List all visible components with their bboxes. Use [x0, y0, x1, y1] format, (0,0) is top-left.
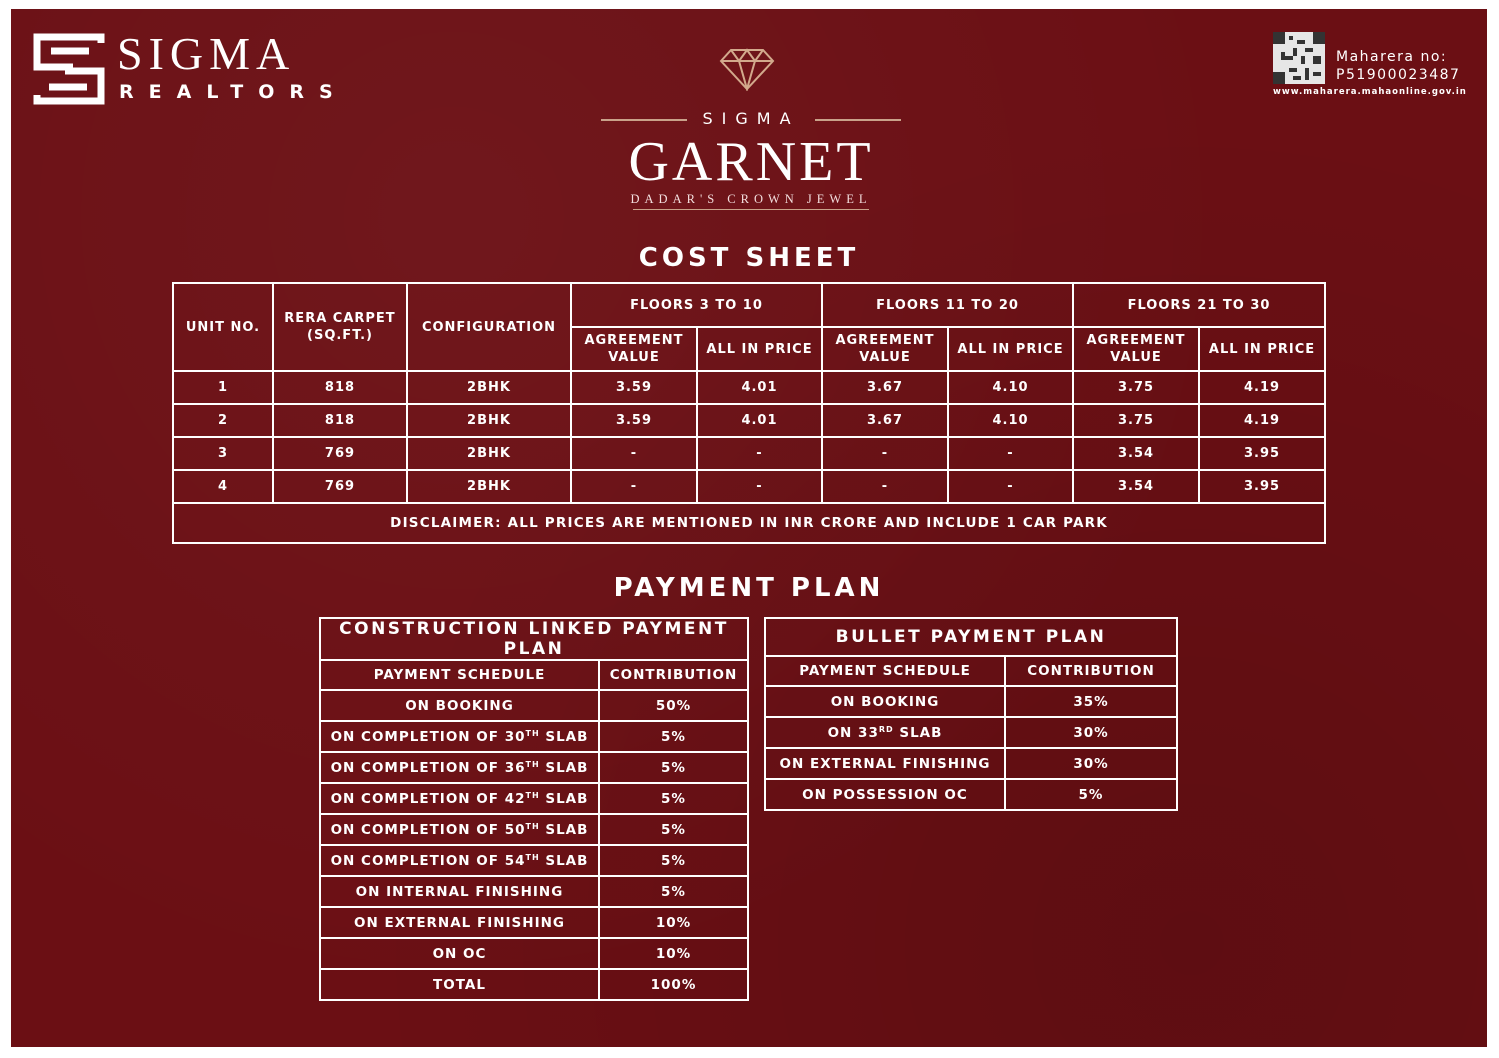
config-cell: 2BHK [407, 404, 571, 437]
table-row [320, 783, 748, 814]
table-row [173, 371, 1325, 404]
table-row [173, 437, 1325, 470]
table-row [173, 470, 1325, 503]
contribution-cell: 35% [1005, 686, 1177, 717]
price-cell: 3.67 [822, 404, 948, 437]
price-cell: 3.67 [822, 371, 948, 404]
unit-cell: 2 [173, 404, 273, 437]
schedule-cell: TOTAL [320, 969, 599, 1000]
header-contribution: CONTRIBUTION [1005, 656, 1177, 686]
table-row [765, 779, 1177, 810]
sigma-logo-icon [33, 33, 105, 105]
company-logo [33, 28, 353, 111]
config-cell: 2BHK [407, 437, 571, 470]
price-cell: - [948, 437, 1073, 470]
construction-linked-plan-table [319, 617, 749, 1001]
header-floor-group: FLOORS 21 TO 30 [1073, 283, 1325, 327]
config-cell: 2BHK [407, 371, 571, 404]
schedule-cell: ON COMPLETION OF 50TH SLAB [320, 814, 599, 845]
unit-cell: 3 [173, 437, 273, 470]
table-row [320, 752, 748, 783]
price-cell: - [571, 470, 697, 503]
contribution-cell: 5% [599, 845, 748, 876]
header-all-in-price: ALL IN PRICE [697, 327, 822, 371]
config-cell: 2BHK [407, 470, 571, 503]
schedule-cell: ON OC [320, 938, 599, 969]
disclaimer: DISCLAIMER: ALL PRICES ARE MENTIONED IN INR CRORE AND INCLUDE 1 CAR PARK [173, 503, 1325, 543]
cost-sheet-title: COST SHEET [638, 243, 860, 273]
carpet-cell: 769 [273, 470, 407, 503]
carpet-cell: 769 [273, 437, 407, 470]
header-floor-group: FLOORS 11 TO 20 [822, 283, 1073, 327]
table-row [173, 404, 1325, 437]
price-cell: 3.54 [1073, 437, 1199, 470]
table-row [320, 721, 748, 752]
price-cell: 4.01 [697, 371, 822, 404]
project-tagline: DADAR'S CROWN JEWEL [630, 192, 872, 206]
price-cell: 3.54 [1073, 470, 1199, 503]
contribution-cell: 5% [599, 721, 748, 752]
project-name: GARNET [628, 131, 874, 193]
contribution-cell: 30% [1005, 717, 1177, 748]
price-cell: 3.59 [571, 404, 697, 437]
divider [815, 119, 901, 121]
maharera-url: www.maharera.mahaonline.gov.in [1273, 87, 1467, 97]
price-cell: 3.75 [1073, 371, 1199, 404]
table-row [765, 717, 1177, 748]
unit-cell: 1 [173, 371, 273, 404]
bullet-payment-plan-table [764, 617, 1178, 811]
header-agreement-value: AGREEMENT VALUE [571, 327, 697, 371]
header-all-in-price: ALL IN PRICE [1199, 327, 1325, 371]
header-agreement-value: AGREEMENT VALUE [822, 327, 948, 371]
schedule-cell: ON COMPLETION OF 42TH SLAB [320, 783, 599, 814]
table-row [320, 845, 748, 876]
contribution-cell: 5% [1005, 779, 1177, 810]
price-cell: 4.01 [697, 404, 822, 437]
price-cell: 3.59 [571, 371, 697, 404]
header-configuration: CONFIGURATION [407, 283, 571, 371]
company-name: SIGMA [117, 28, 296, 79]
header-payment-schedule: PAYMENT SCHEDULE [765, 656, 1005, 686]
project-brand [601, 47, 901, 217]
maharera-number: P51900023487 [1336, 67, 1461, 83]
company-subname: REALTORS [119, 81, 348, 103]
schedule-cell: ON BOOKING [320, 690, 599, 721]
schedule-cell: ON COMPLETION OF 36TH SLAB [320, 752, 599, 783]
project-prefix: SIGMA [702, 109, 800, 128]
cost-sheet-table [172, 282, 1326, 544]
table-row [765, 748, 1177, 779]
contribution-cell: 100% [599, 969, 748, 1000]
table-row [765, 686, 1177, 717]
plan-title: BULLET PAYMENT PLAN [765, 618, 1177, 656]
table-row [320, 969, 748, 1000]
unit-cell: 4 [173, 470, 273, 503]
price-cell: 4.19 [1199, 404, 1325, 437]
price-cell: 3.95 [1199, 470, 1325, 503]
header-floor-group: FLOORS 3 TO 10 [571, 283, 822, 327]
contribution-cell: 30% [1005, 748, 1177, 779]
price-cell: - [697, 437, 822, 470]
carpet-cell: 818 [273, 371, 407, 404]
price-cell: - [822, 470, 948, 503]
schedule-cell: ON INTERNAL FINISHING [320, 876, 599, 907]
header-unit-no: UNIT NO. [173, 283, 273, 371]
table-row [320, 938, 748, 969]
header-agreement-value: AGREEMENT VALUE [1073, 327, 1199, 371]
header-rera-carpet: RERA CARPET (SQ.FT.) [273, 283, 407, 371]
price-cell: 4.10 [948, 404, 1073, 437]
schedule-cell: ON EXTERNAL FINISHING [765, 748, 1005, 779]
schedule-cell: ON COMPLETION OF 54TH SLAB [320, 845, 599, 876]
schedule-cell: ON BOOKING [765, 686, 1005, 717]
header-payment-schedule: PAYMENT SCHEDULE [320, 660, 599, 690]
price-cell: - [822, 437, 948, 470]
table-row [320, 814, 748, 845]
contribution-cell: 50% [599, 690, 748, 721]
maharera-label: Maharera no: [1336, 49, 1448, 65]
cost-sheet-page [11, 9, 1487, 1047]
divider [633, 209, 869, 210]
schedule-cell: ON EXTERNAL FINISHING [320, 907, 599, 938]
diamond-icon [719, 47, 775, 91]
price-cell: - [697, 470, 822, 503]
plan-title: CONSTRUCTION LINKED PAYMENT PLAN [320, 618, 748, 660]
contribution-cell: 10% [599, 907, 748, 938]
qr-code-icon [1273, 32, 1325, 84]
carpet-cell: 818 [273, 404, 407, 437]
price-cell: - [948, 470, 1073, 503]
table-row [320, 690, 748, 721]
price-cell: 3.95 [1199, 437, 1325, 470]
price-cell: 4.19 [1199, 371, 1325, 404]
price-cell: - [571, 437, 697, 470]
schedule-cell: ON COMPLETION OF 30TH SLAB [320, 721, 599, 752]
contribution-cell: 10% [599, 938, 748, 969]
contribution-cell: 5% [599, 814, 748, 845]
schedule-cell: ON POSSESSION OC [765, 779, 1005, 810]
table-row [320, 876, 748, 907]
table-row [320, 907, 748, 938]
header-contribution: CONTRIBUTION [599, 660, 748, 690]
price-cell: 3.75 [1073, 404, 1199, 437]
price-cell: 4.10 [948, 371, 1073, 404]
header-all-in-price: ALL IN PRICE [948, 327, 1073, 371]
contribution-cell: 5% [599, 752, 748, 783]
contribution-cell: 5% [599, 783, 748, 814]
payment-plan-title: PAYMENT PLAN [613, 573, 885, 603]
contribution-cell: 5% [599, 876, 748, 907]
schedule-cell: ON 33RD SLAB [765, 717, 1005, 748]
